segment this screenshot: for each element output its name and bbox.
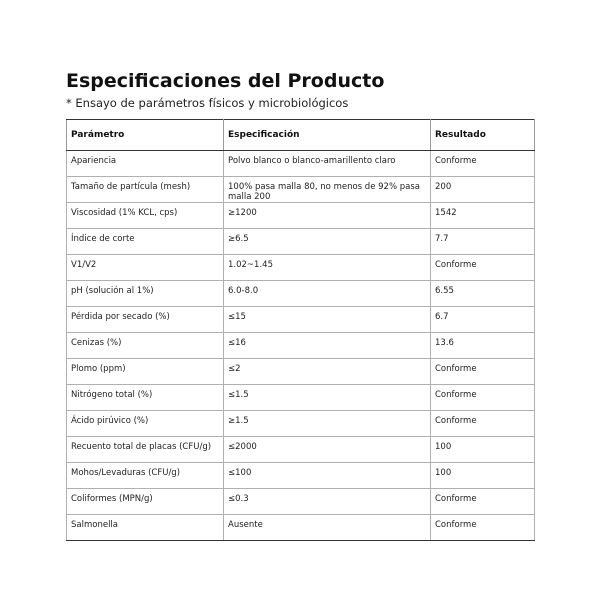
- result-cell: Conforme: [431, 489, 535, 515]
- specification-cell: ≤100: [224, 463, 431, 489]
- specification-cell: 6.0-8.0: [224, 281, 431, 307]
- specification-cell: ≥6.5: [224, 229, 431, 255]
- specification-cell: ≥1.5: [224, 411, 431, 437]
- table-row: [67, 151, 535, 177]
- result-cell: 200: [431, 177, 535, 203]
- table-header: [67, 120, 535, 151]
- specification-cell: 100% pasa malla 80, no menos de 92% pasa malla 200: [224, 177, 431, 203]
- table-body: [67, 151, 535, 541]
- result-cell: 7.7: [431, 229, 535, 255]
- specification-cell: Ausente: [224, 515, 431, 541]
- result-cell: Conforme: [431, 151, 535, 177]
- table-row: [67, 385, 535, 411]
- parameter-cell: pH (solución al 1%): [67, 281, 224, 307]
- page-title: Especificaciones del Producto: [66, 70, 385, 92]
- parameter-cell: Nitrógeno total (%): [67, 385, 224, 411]
- parameter-cell: Coliformes (MPN/g): [67, 489, 224, 515]
- result-cell: Conforme: [431, 385, 535, 411]
- result-cell: 6.55: [431, 281, 535, 307]
- result-cell: Conforme: [431, 255, 535, 281]
- result-cell: 6.7: [431, 307, 535, 333]
- parameter-cell: Pérdida por secado (%): [67, 307, 224, 333]
- table-row: [67, 437, 535, 463]
- result-cell: 100: [431, 437, 535, 463]
- specification-cell: 1.02~1.45: [224, 255, 431, 281]
- table-row: [67, 177, 535, 203]
- parameter-cell: Tamaño de partícula (mesh): [67, 177, 224, 203]
- table-row: [67, 333, 535, 359]
- table-row: [67, 515, 535, 541]
- parameter-cell: Índice de corte: [67, 229, 224, 255]
- parameter-cell: Apariencia: [67, 151, 224, 177]
- table-row: [67, 203, 535, 229]
- result-cell: Conforme: [431, 411, 535, 437]
- column-header-result: Resultado: [431, 120, 535, 151]
- specification-cell: Polvo blanco o blanco-amarillento claro: [224, 151, 431, 177]
- parameter-cell: Viscosidad (1% KCL, cps): [67, 203, 224, 229]
- specification-cell: ≤2000: [224, 437, 431, 463]
- specification-cell: ≤15: [224, 307, 431, 333]
- parameter-cell: Mohos/Levaduras (CFU/g): [67, 463, 224, 489]
- table-row: [67, 411, 535, 437]
- result-cell: Conforme: [431, 359, 535, 385]
- parameter-cell: V1/V2: [67, 255, 224, 281]
- specification-cell: ≤16: [224, 333, 431, 359]
- parameter-cell: Recuento total de placas (CFU/g): [67, 437, 224, 463]
- table-row: [67, 281, 535, 307]
- parameter-cell: Ácido pirúvico (%): [67, 411, 224, 437]
- result-cell: 100: [431, 463, 535, 489]
- table-row: [67, 307, 535, 333]
- table-row: [67, 463, 535, 489]
- specification-cell: ≤2: [224, 359, 431, 385]
- page-subtitle: * Ensayo de parámetros físicos y microbiológicos: [66, 96, 349, 110]
- table-row: [67, 255, 535, 281]
- header-row: [67, 120, 535, 151]
- parameter-cell: Plomo (ppm): [67, 359, 224, 385]
- specifications-table: [66, 119, 535, 541]
- column-header-parameter: Parámetro: [67, 120, 224, 151]
- specification-cell: ≤0.3: [224, 489, 431, 515]
- result-cell: 13.6: [431, 333, 535, 359]
- parameter-cell: Salmonella: [67, 515, 224, 541]
- specification-cell: ≤1.5: [224, 385, 431, 411]
- column-header-specification: Especificación: [224, 120, 431, 151]
- table-row: [67, 359, 535, 385]
- parameter-cell: Cenizas (%): [67, 333, 224, 359]
- table-row: [67, 489, 535, 515]
- table-row: [67, 229, 535, 255]
- result-cell: Conforme: [431, 515, 535, 541]
- specification-cell: ≥1200: [224, 203, 431, 229]
- result-cell: 1542: [431, 203, 535, 229]
